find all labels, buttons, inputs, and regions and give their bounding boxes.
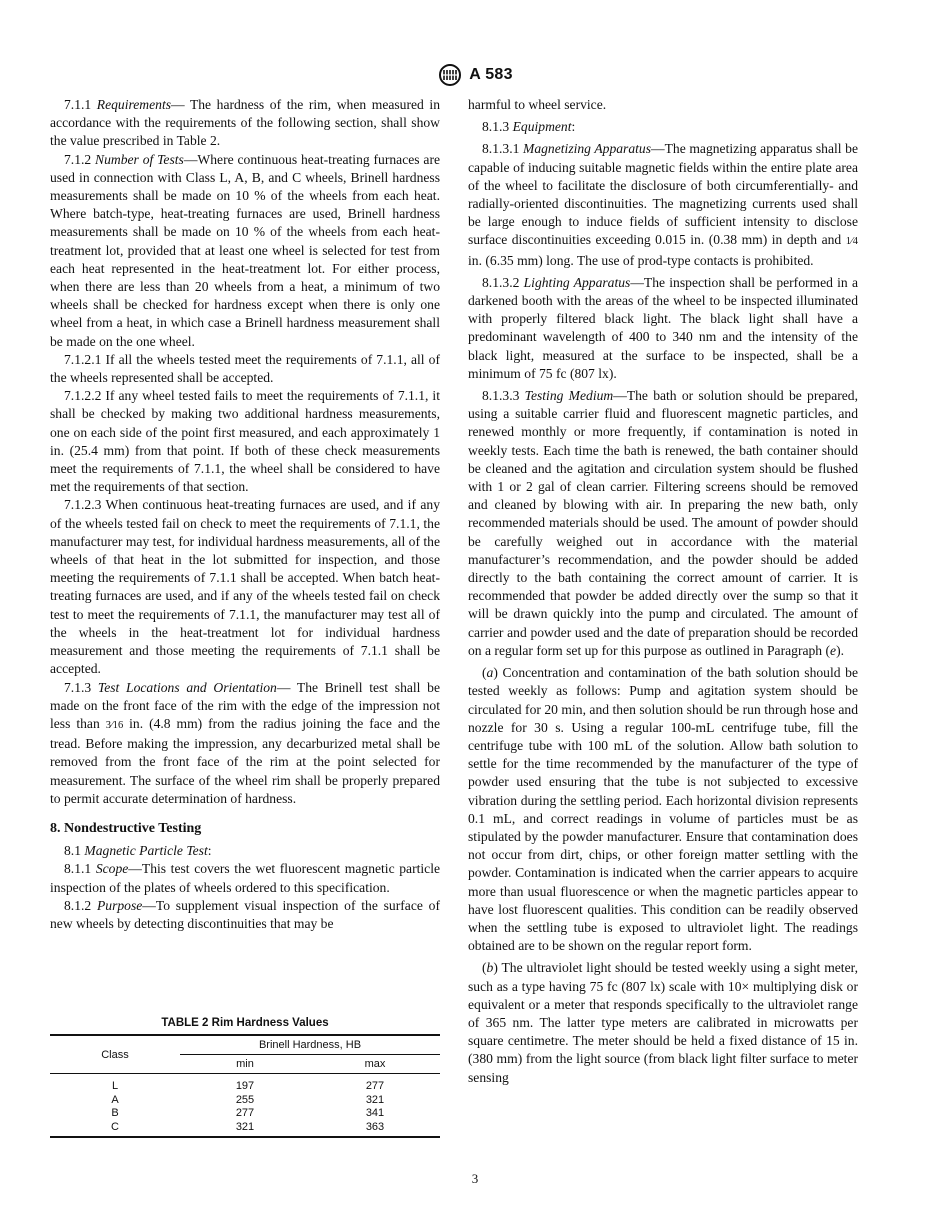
table-2 xyxy=(50,1017,440,1138)
standard-designation: A 583 xyxy=(469,66,513,83)
left-column xyxy=(50,96,440,933)
paragraph-7-1-2: 7.1.2 Number of Tests—Where continuous heat-treating furnaces are used in connection with Class L, A, B, and C wheels, Brinell hardness measurements shall be made on 10 % of the wheels from each heat. Where batch-type, heat-treating furnaces are used, Brinell hardness measurements shall be made on 10 % of the wheels from each heat-treatment lot, provided that at least one wheel is selected for test from each heat represented in the heat-treatment lot. For either process, when there are less than 20 wheels from a heat, a minimum of two wheels shall be checked for hardness except when there is only one wheel from a heat, in which case a Brinell hardness measurement shall be made on the one wheel. xyxy=(50,151,441,349)
rim-hardness-table xyxy=(50,1034,440,1138)
paragraph-8-1-3-2: 8.1.3.2 Lighting Apparatus—The inspection shall be performed in a darkened booth with the areas of the wheel to be inspected illuminated with properly filtered black light. The black light shall have a predominant wavelength of 400 to 340 nm and the intensity of the black light, measured at the surface to be inspected, shall be a minimum of 75 fc (807 lx). xyxy=(468,274,858,381)
cell-max: 277 xyxy=(365,1080,385,1092)
paragraph-7-1-3: 7.1.3 Test Locations and Orientation— The Brinell test shall be made on the front face of the rim with the edge of the impression not less than 3⁄16 in. (4.8 mm) from the radius joining the face and the tread. Before making the impression, any decarburized metal shall be removed from the front face of the rim at the point selected for measurement. The surface of the wheel rim shall be properly prepared to permit accurate determination of hardness. xyxy=(50,679,440,806)
table-title: TABLE 2 Rim Hardness Values xyxy=(161,1017,329,1029)
fraction: 3⁄16 xyxy=(105,719,124,731)
table-row xyxy=(50,1094,440,1108)
paragraph-7-1-2-1: 7.1.2.1 If all the wheels tested meet the requirements of 7.1.1, all of the wheels represented shall be accepted. xyxy=(50,351,440,386)
paragraph-7-1-1: 7.1.1 Requirements— The hardness of the rim, when measured in accordance with the requirements of the following section, shall show the value prescribed in Table 2. xyxy=(50,97,440,149)
cell-min: 321 xyxy=(180,1121,310,1138)
cell-min: 197 xyxy=(235,1080,255,1092)
paragraph-8-1-3-1: 8.1.3.1 Magnetizing Apparatus—The magnetizing apparatus shall be capable of inducing suitable magnetic fields within the entire plate area of the wheel to facilitate the disclosure of both circumferentially- and radially-oriented discontinuities. The magnetizing currents used shall be large enough to induce fields of sufficient intensity to disclose surface discontinuities exceeding 0.015 in. (0.38 mm) in depth and 1⁄4 in. (6.35 mm) long. The use of prod-type contacts is prohibited. xyxy=(468,141,858,268)
cell-class: A xyxy=(111,1093,119,1106)
paragraph-8-1-1: 8.1.1 Scope—This test covers the wet fluorescent magnetic particle inspection of the plates of wheels ordered to this specification. xyxy=(50,861,441,895)
cell-min: 255 xyxy=(235,1093,255,1106)
table-row xyxy=(50,1107,440,1121)
page-number: 3 xyxy=(471,1171,479,1186)
paragraph-8-1-2: 8.1.2 Purpose—To supplement visual inspection of the surface of new wheels by detecting discontinuities that may be xyxy=(50,897,440,931)
page-header xyxy=(0,64,950,86)
table-row xyxy=(50,1121,440,1138)
paragraph-7-1-2-2: 7.1.2.2 If any wheel tested fails to meet the requirements of 7.1.1, it shall be checked by making two additional hardness measurements, one on each side of the point first measured, and each approximately 1 in. (25.4 mm) from that point. If both of these check measurements meet the requirements of 7.1.1, the wheel shall be considered to have met the requirements of that section. xyxy=(50,388,440,495)
paragraph-8-1-3-3: 8.1.3.3 Testing Medium—The bath or solution should be prepared, using a suitable carrier fluid and fluorescent magnetic particles, and renewed monthly or more frequently, if contamination is noted in weekly tests. Each time the bath is renewed, the bath container should be cleaned and the agitation and circulation system should be flushed with 1 or 2 gal of clean carrier. Filtering screens should be removed and cleaned by blowing with air. In preparing the new bath, only recommended materials should be used. The amount of powder should be carefully weighed out in accordance with the material manufacturer’s recommendation, and the powder should be added directly to the bath containing the correct amount of carrier. It is recommended that powder be added directly over the sump so that it will be drawn quickly into the pump and circulated. The amount of carrier and powder used and the date of preparation should be recorded on a regular form set up for this purpose as outlined in Paragraph (e). xyxy=(468,388,858,658)
paragraph-b: (b) The ultraviolet light should be tested weekly using a sight meter, such as a type having 75 fc (807 lx) scale with 10× multiplying disk or equivalent or a meter that responds specifically to the ultraviolet range of 365 nm. The latter type meters are calibrated in microwatts per square centimetre. The meter should be held a fixed distance of 15 in. (380 mm) from the light source (from black light filter surface to meter sensing xyxy=(468,960,858,1085)
cell-class: L xyxy=(111,1080,119,1092)
cell-max: 341 xyxy=(365,1107,385,1119)
cell-class: C xyxy=(50,1121,180,1138)
cell-min: 277 xyxy=(235,1107,255,1119)
column-header-max: max xyxy=(310,1055,440,1074)
paragraph-a: (a) Concentration and contamination of the bath solution should be tested weekly as follows: Pump and agitation system should be circulated for 20 min, and then solution should be run through hose and nozzle for 30 s. Using a regular 100-mL centrifuge tube, fill the centrifuge tube with 100 mL of the solution. Allow bath solution to settle for the time recommended by the manufacturer of the type of powder used ensuring that the tube is not subjected to excessive vibration during the settling period. Each horizontal division represents 0.1 mL, and correct readings in volume of particles must be as stipulated by the powder manufacturer. Ensure that contamination does not occur from dirt, chips, or other foreign matter settling with the powder. Contamination is indicated when the carrier appears to acquire more than usual fluorescence or when the magnetic particles appear to have lost fluorescent qualities. This condition can be readily observed when the settling tube is exposed to ultraviolet light. The readings obtained are to be shown on the regular report form. xyxy=(468,665,858,954)
column-header-class: Class xyxy=(50,1035,180,1074)
paragraph-7-1-2-3: 7.1.2.3 When continuous heat-treating furnaces are used, and if any of the wheels tested fail on check to meet the requirements of 7.1.1, the manufacturer may test, for individual hardness measurements, all of the wheels of that heat in the lot submitted for inspection, and those meeting the requirements of 7.1.1 shall be accepted. When batch heat-treating furnaces are used, and if any of the wheels tested fail on check test to meet the requirements of 7.1.1, the manufacturer may test all of the wheels in the heat-treatment lot for individual hardness measurement and those meeting the requirements of 7.1.1 shall be accepted. xyxy=(50,497,440,677)
paragraph-8-1: 8.1 Magnetic Particle Test: xyxy=(64,843,212,859)
cell-max: 363 xyxy=(310,1121,440,1138)
right-column xyxy=(468,96,858,1087)
paragraph-continuation: harmful to wheel service. xyxy=(468,97,607,112)
astm-logo-icon xyxy=(437,64,463,86)
column-header-min: min xyxy=(180,1055,310,1074)
cell-max: 321 xyxy=(365,1093,385,1106)
section-heading: 8. Nondestructive Testing xyxy=(50,820,202,836)
paragraph-8-1-3: 8.1.3 Equipment: xyxy=(482,119,576,135)
cell-class: B xyxy=(111,1107,119,1119)
fraction: 1⁄4 xyxy=(845,236,858,248)
table-row xyxy=(50,1074,440,1094)
column-header-brinell: Brinell Hardness, HB xyxy=(180,1035,440,1055)
